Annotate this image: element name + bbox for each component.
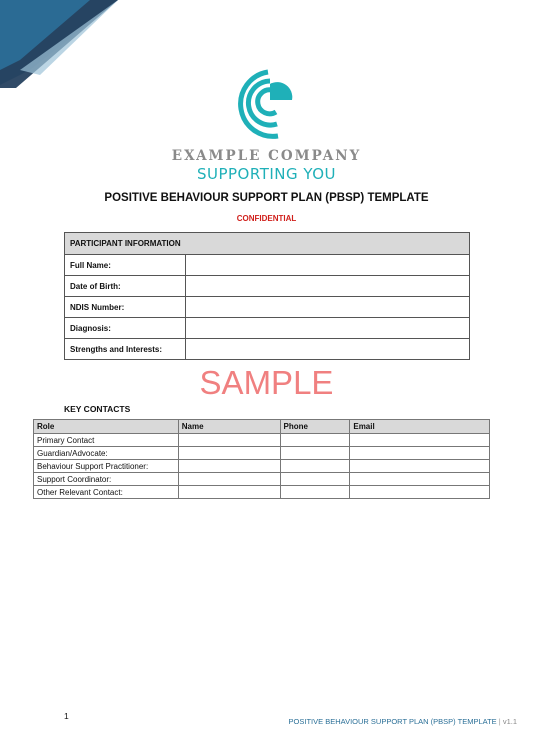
field-label: Date of Birth:	[65, 276, 186, 297]
company-tagline: SUPPORTING YOU	[196, 165, 337, 183]
confidential-label: CONFIDENTIAL	[236, 214, 297, 223]
date-of-birth-field[interactable]	[186, 276, 470, 297]
page-number: 1	[64, 711, 69, 721]
table-row	[65, 339, 470, 360]
table-row	[34, 447, 490, 460]
participant-heading: PARTICIPANT INFORMATION	[65, 233, 470, 255]
role-cell: Support Coordinator:	[34, 473, 179, 486]
table-row	[34, 460, 490, 473]
arc-logo-icon	[232, 66, 304, 144]
table-row	[34, 486, 490, 499]
phone-cell[interactable]	[280, 460, 350, 473]
table-row	[65, 318, 470, 339]
email-cell[interactable]	[350, 486, 490, 499]
phone-cell[interactable]	[280, 434, 350, 447]
role-cell: Other Relevant Contact:	[34, 486, 179, 499]
field-label: NDIS Number:	[65, 297, 186, 318]
email-cell[interactable]	[350, 460, 490, 473]
email-cell[interactable]	[350, 473, 490, 486]
name-cell[interactable]	[178, 460, 280, 473]
name-cell[interactable]	[178, 434, 280, 447]
contacts-header-row	[34, 420, 490, 434]
email-cell[interactable]	[350, 434, 490, 447]
participant-header-row	[65, 233, 470, 255]
company-name: EXAMPLE COMPANY	[171, 148, 362, 164]
footer-doc-name: POSITIVE BEHAVIOUR SUPPORT PLAN (PBSP) TEMPLATE	[288, 717, 497, 726]
email-cell[interactable]	[350, 447, 490, 460]
corner-decoration	[0, 0, 130, 100]
name-cell[interactable]	[178, 447, 280, 460]
column-header: Phone	[280, 420, 350, 434]
table-row	[34, 473, 490, 486]
participant-info-table	[64, 232, 470, 360]
footer-version: v1.1	[502, 717, 517, 726]
role-cell: Behaviour Support Practitioner:	[34, 460, 179, 473]
table-row	[65, 297, 470, 318]
phone-cell[interactable]	[280, 486, 350, 499]
role-cell: Primary Contact	[34, 434, 179, 447]
ndis-number-field[interactable]	[186, 297, 470, 318]
field-label: Diagnosis:	[65, 318, 186, 339]
column-header: Role	[34, 420, 179, 434]
table-row	[65, 255, 470, 276]
name-cell[interactable]	[178, 473, 280, 486]
page-footer	[289, 717, 517, 726]
phone-cell[interactable]	[280, 473, 350, 486]
column-header: Name	[178, 420, 280, 434]
strengths-field[interactable]	[186, 339, 470, 360]
phone-cell[interactable]	[280, 447, 350, 460]
name-cell[interactable]	[178, 486, 280, 499]
key-contacts-table	[33, 419, 490, 499]
sample-watermark: SAMPLE	[199, 364, 334, 401]
document-title: POSITIVE BEHAVIOUR SUPPORT PLAN (PBSP) TEMPLATE	[104, 192, 429, 204]
field-label: Full Name:	[65, 255, 186, 276]
diagnosis-field[interactable]	[186, 318, 470, 339]
key-contacts-title: KEY CONTACTS	[64, 404, 131, 414]
column-header: Email	[350, 420, 490, 434]
table-row	[34, 434, 490, 447]
role-cell: Guardian/Advocate:	[34, 447, 179, 460]
field-label: Strengths and Interests:	[65, 339, 186, 360]
full-name-field[interactable]	[186, 255, 470, 276]
footer-separator: |	[498, 717, 501, 726]
table-row	[65, 276, 470, 297]
